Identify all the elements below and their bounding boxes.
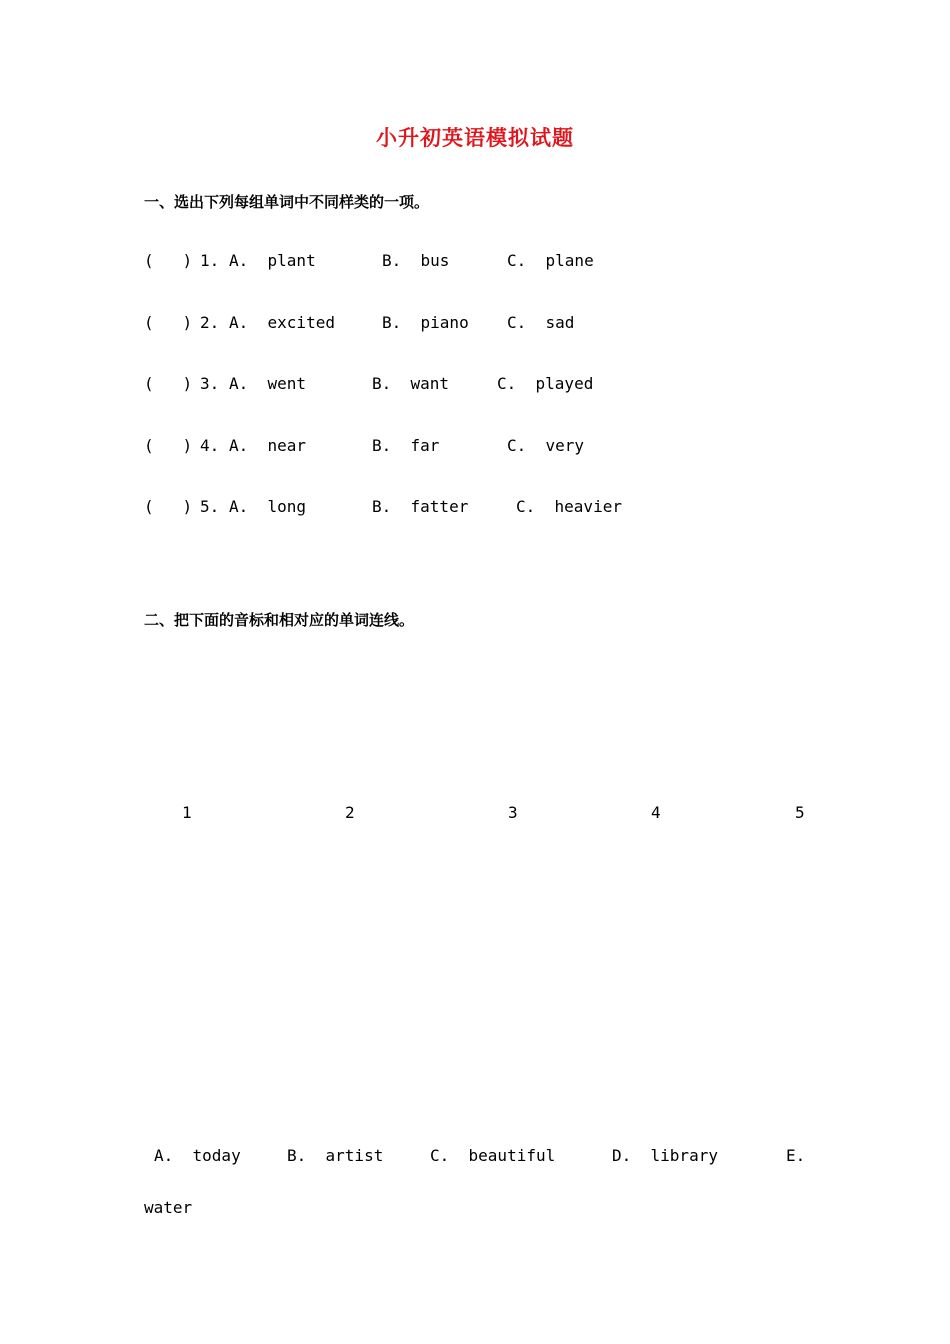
question-row-4: [0, 436, 950, 460]
question-row-1: [0, 251, 950, 275]
option-a: A. went: [229, 374, 307, 393]
question-number: 5.: [200, 497, 220, 516]
word-option-d: D. library: [612, 1146, 718, 1165]
question-row-5: [0, 497, 950, 521]
option-b: B. fatter: [372, 497, 469, 516]
option-c: C. played: [497, 374, 594, 393]
question-row-2: [0, 313, 950, 337]
option-c: C. plane: [507, 251, 594, 270]
option-b: B. bus: [382, 251, 450, 270]
section-heading-1: 一、选出下列每组单词中不同样类的一项。: [144, 193, 430, 211]
option-b: B. want: [372, 374, 450, 393]
question-row-3: [0, 374, 950, 398]
option-a: A. plant: [229, 251, 316, 270]
answer-blank[interactable]: ( ): [144, 436, 193, 455]
option-b: B. far: [372, 436, 440, 455]
phonetic-number-5: 5: [795, 803, 805, 822]
phonetic-number-3: 3: [508, 803, 518, 822]
option-a: A. excited: [229, 313, 335, 332]
phonetic-number-2: 2: [345, 803, 355, 822]
question-number: 1.: [200, 251, 220, 270]
answer-blank[interactable]: ( ): [144, 497, 193, 516]
answer-blank[interactable]: ( ): [144, 374, 193, 393]
answer-blank[interactable]: ( ): [144, 313, 193, 332]
option-c: C. sad: [507, 313, 575, 332]
phonetic-number-4: 4: [651, 803, 661, 822]
word-option-b: B. artist: [287, 1146, 384, 1165]
page-title: 小升初英语模拟试题: [376, 126, 574, 150]
option-c: C. very: [507, 436, 585, 455]
word-option-e-text: water: [144, 1198, 193, 1217]
option-a: A. long: [229, 497, 307, 516]
option-a: A. near: [229, 436, 307, 455]
answer-blank[interactable]: ( ): [144, 251, 193, 270]
word-option-c: C. beautiful: [430, 1146, 556, 1165]
word-option-a: A. today: [154, 1146, 241, 1165]
word-option-e: E.: [786, 1146, 806, 1165]
question-number: 2.: [200, 313, 220, 332]
option-b: B. piano: [382, 313, 469, 332]
question-number: 4.: [200, 436, 220, 455]
question-number: 3.: [200, 374, 220, 393]
option-c: C. heavier: [516, 497, 622, 516]
section-heading-2: 二、把下面的音标和相对应的单词连线。: [144, 611, 415, 629]
phonetic-number-1: 1: [182, 803, 192, 822]
